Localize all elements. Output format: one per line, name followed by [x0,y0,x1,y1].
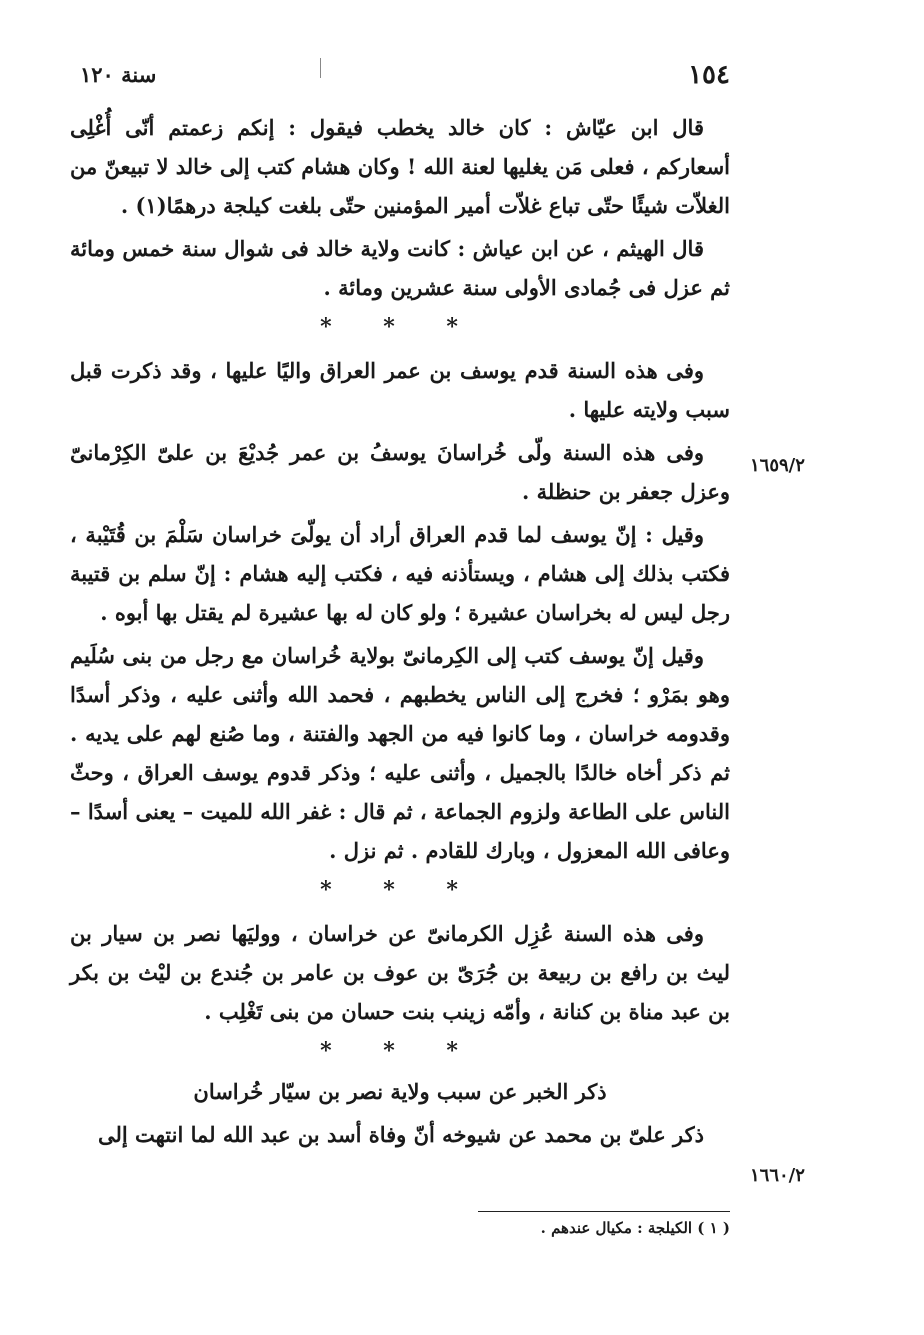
main-text [70,108,730,1158]
paragraph-3: وفى هذه السنة قدم يوسف بن عمر العراق واليًا عليها ، وقد ذكرت قبل سبب ولايته عليها . [70,358,730,422]
paragraph-6: وقيل إنّ يوسف كتب إلى الكِرمانىّ بولاية خُراسان مع رجل من بنى سُلَيم وهو بمَرْو ؛ فخرج إلى الناس يخطبهم ، فحمد الله وأثنى عليه ، وذكر أسدًا وقدومه خراسان ، وما كانوا فيه من الجهد والفتنة ، وما صُنع لهم على يديه . ثم ذكر أخاه خالدًا بالجميل ، وأثنى عليه ؛ وذكر قدوم يوسف العراق ، وحثّ الناس على الطاعة ولزوم الجماعة ، ثم قال : غفر الله للميت – يعنى أسدًا – وعافى الله المعزول ، وبارك للقادم . ثم نزل . [70,643,730,863]
footnote: ( ١ ) الكيلجة : مكيال عندهم . [540,1219,730,1237]
section-separator: * * * [320,1038,480,1064]
page-header [70,60,730,94]
scan-mark [320,58,321,78]
paragraph-2: قال الهيثم ، عن ابن عياش : كانت ولاية خالد فى شوال سنة خمس ومائة ثم عزل فى جُمادى الأولى سنة عشرين ومائة . [70,236,730,300]
running-head-year: سنة ١٢٠ [80,62,157,87]
section-separator: * * * [320,877,480,903]
paragraph-8: ذكر علىّ بن محمد عن شيوخه أنّ وفاة أسد بن عبد الله لما انتهت إلى [97,1122,704,1147]
margin-reference: ١٦٥٩/٢ [750,455,805,476]
footnote-rule [478,1211,730,1212]
paragraph-4: وفى هذه السنة ولّى خُراسانَ يوسفُ بن عمر جُديْعَ بن علىّ الكِرْمانىّ وعزل جعفر بن حنظلة . [70,440,730,504]
paragraph-1: قال ابن عيّاش : كان خالد يخطب فيقول : إنكم زعمتم أنّى أُغْلِى أسعاركم ، فعلى مَن يغليها لعنة الله ! وكان هشام كتب إلى خالد لا تبيعنّ من الغلاّت شيئًا حتّى تباع غلاّت أمير المؤمنين حتّى بلغت كيلجة درهمًا(١) . [69,115,730,218]
paragraph-5: وقيل : إنّ يوسف لما قدم العراق أراد أن يولّىَ خراسان سَلْمَ بن قُتَيْبة ، فكتب بذلك إلى هشام ، ويستأذنه فيه ، فكتب إليه هشام : إنّ سلم بن قتيبة رجل ليس له بخراسان عشيرة ؛ ولو كان له بها عشيرة لم يقتل بها أبوه . [70,522,730,625]
paragraph-7: وفى هذه السنة عُزِل الكرمانىّ عن خراسان ، ووليَها نصر بن سيار بن ليث بن رافع بن ربيعة بن جُرَىّ بن عوف بن عامر بن جُندع بن ليْث بن بكر بن عبد مناة بن كنانة ، وأمّه زينب بنت حسان من بنى تَغْلِب . [70,921,730,1024]
section-heading: ذكر الخبر عن سبب ولاية نصر بن سيّار خُراسان [193,1079,607,1104]
margin-reference: ١٦٦٠/٢ [750,1165,805,1186]
section-separator: * * * [320,314,480,340]
page-number: ١٥٤ [688,60,730,90]
